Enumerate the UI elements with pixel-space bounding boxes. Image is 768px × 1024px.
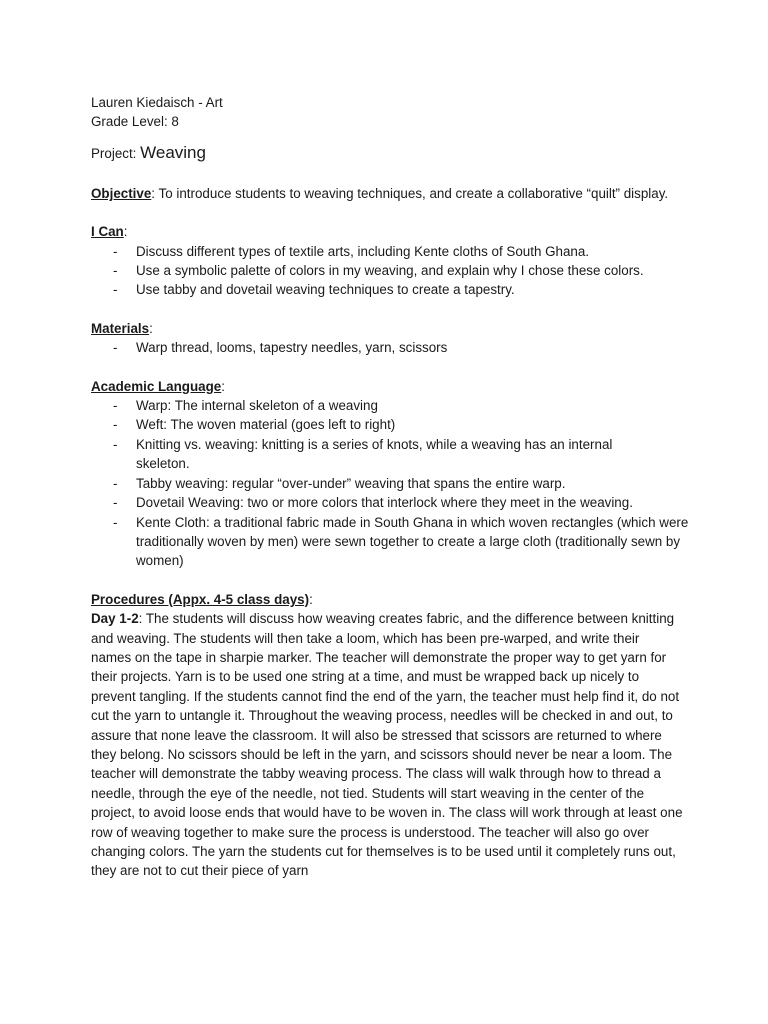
procedures-heading: Procedures (Appx. 4-5 class days) [91,591,310,607]
list-item-text: Discuss different types of textile arts, including Kente cloths of South Ghana. [136,243,590,259]
list-dash: - [113,475,118,491]
objective-text: To introduce students to weaving techniques, and create a collaborative “quilt” display. [155,185,669,201]
list-item-text: Use a symbolic palette of colors in my weaving, and explain why I chose these colors. [136,263,644,279]
list-item-text: Use tabby and dovetail weaving techniques to create a tapestry. [136,282,515,298]
day-sep: : [138,611,143,627]
list-item-text: Knitting vs. weaving: knitting is a series of knots, while a weaving has an internal skeleton. [136,436,613,472]
list-item [91,513,691,571]
grade-line: Grade Level: 8 [91,114,179,130]
list-dash: - [113,495,118,511]
procedures-text: The students will discuss how weaving creates fabric, and the difference between knitting and weaving. The students will then take a loom, which has been pre-warped, and write their names on the tape in sharpie marker. The teacher will demonstrate the proper way to get yarn for their projects. Yarn is to be used one string at a time, and must be wrapped back up nicely to prevent tangling. If the students cannot find the end of the yarn, the teacher must help find it, do not cut the yarn to untangle it. Throughout the weaving process, needles will be checked in and out, to assure that none leave the classroom. It will also be stressed that scissors are returned to where they belong. No scissors should be left in the yarn, and scissors should never be near a loom. The teacher will demonstrate the tabby weaving process. The class will walk through how to thread a needle, through the eye of the needle, not tied. Students will start weaving in the center of the project, to avoid loose ends that would have to be woven in. The class will work through at least one row of weaving together to make sure the process is understood. The teacher will also go over changing colors. The yarn the students cut for themselves is to be used until it completely runs out, they are not to cut their piece of yarn [91,611,683,879]
list-item [91,280,691,299]
list-item-text: Weft: The woven material (goes left to right) [136,417,396,433]
i-can-sep: : [123,224,128,240]
list-item-text: Dovetail Weaving: two or more colors that interlock where they meet in the weaving. [136,495,633,511]
materials-list [91,338,691,357]
list-dash: - [113,417,118,433]
project-prefix: Project: [91,145,141,161]
academic-language-heading: Academic Language [91,378,222,394]
academic-language-heading-line [91,377,691,396]
list-dash: - [113,282,118,298]
procedures-heading-line [91,590,691,609]
materials-sep: : [149,320,153,336]
list-item [91,242,691,261]
i-can-heading: I Can [91,224,124,240]
list-item [91,261,691,280]
academic-language-sep: : [221,378,225,394]
list-dash: - [113,514,118,530]
author-line: Lauren Kiedaisch - Art [91,95,223,110]
procedures-paragraph [91,609,683,881]
list-dash: - [113,243,118,259]
list-item [91,435,626,474]
day-label: Day 1-2 [91,611,139,627]
list-item-text: Tabby weaving: regular “over-under” weaving that spans the entire warp. [136,475,566,491]
materials-heading: Materials [91,320,150,336]
academic-language-list [91,396,691,571]
list-item [91,474,691,493]
project-line [91,142,691,165]
list-item [91,338,691,357]
list-item-text: Warp thread, looms, tapestry needles, yarn, scissors [136,340,448,356]
list-dash: - [113,436,118,452]
list-dash: - [113,340,118,356]
i-can-heading-line [91,222,691,241]
project-title: Weaving [140,142,206,162]
procedures-sep: : [309,591,313,607]
list-item [91,415,691,434]
list-dash: - [113,398,118,414]
list-item [91,396,691,415]
materials-heading-line [91,319,691,338]
objective-heading: Objective [91,185,152,201]
list-item-text: Kente Cloth: a traditional fabric made in South Ghana in which woven rectangles (which were traditionally woven by men) were sewn together to create a large cloth (traditionally sewn by women) [136,514,689,569]
list-dash: - [113,263,118,279]
list-item-text: Warp: The internal skeleton of a weaving [136,398,378,414]
objective-paragraph [91,184,683,203]
list-item [91,493,691,512]
i-can-list [91,242,691,300]
objective-sep: : [151,185,156,201]
document-page [91,93,691,881]
